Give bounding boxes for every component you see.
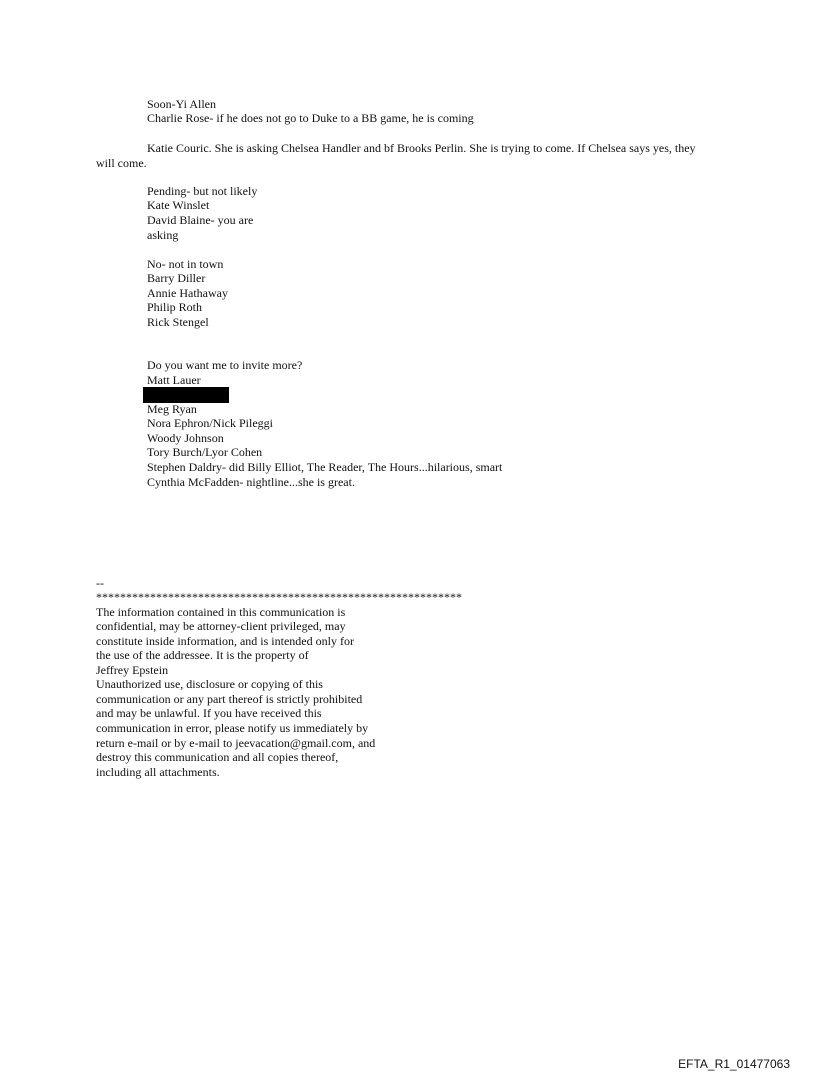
disclaimer-line: the use of the addressee. It is the property of — [96, 648, 309, 662]
disclaimer-line: Jeffrey Epstein — [96, 663, 169, 677]
pending-item: asking — [147, 228, 179, 242]
disclaimer-line: including all attachments. — [96, 765, 220, 779]
pending-item: Kate Winslet — [147, 198, 210, 212]
disclaimer-line: communication in error, please notify us immediately by — [96, 721, 369, 735]
document-id: EFTA_R1_01477063 — [678, 1057, 790, 1071]
signature-dashes: -- — [96, 576, 104, 590]
disclaimer-line: and may be unlawful. If you have received this — [96, 706, 322, 720]
signature-stars: ************************************************************* — [96, 590, 462, 604]
no-group-item: Rick Stengel — [147, 315, 209, 329]
disclaimer-line: destroy this communication and all copies thereof, — [96, 750, 339, 764]
pending-item: David Blaine- you are — [147, 213, 254, 227]
disclaimer-line: Unauthorized use, disclosure or copying of this — [96, 677, 323, 691]
disclaimer-line: return e-mail or by e-mail to jeevacation@gmail.com, and — [96, 736, 376, 750]
no-group-item: Philip Roth — [147, 300, 203, 314]
invite-item: Woody Johnson — [147, 431, 224, 445]
pending-heading: Pending- but not likely — [147, 184, 258, 198]
guest-line: Charlie Rose- if he does not go to Duke to a BB game, he is coming — [147, 111, 474, 125]
disclaimer-line: constitute inside information, and is intended only for — [96, 634, 354, 648]
invite-heading: Do you want me to invite more? — [147, 358, 303, 372]
no-group-item: Barry Diller — [147, 271, 206, 285]
invite-item: Tory Burch/Lyor Cohen — [147, 445, 263, 459]
katie-couric-paragraph: Katie Couric. She is asking Chelsea Handler and bf Brooks Perlin. She is trying to come. If Chelsea says yes, they will come. — [96, 141, 696, 170]
invite-item: Cynthia McFadden- nightline...she is great. — [147, 475, 355, 489]
invite-item: Meg Ryan — [147, 402, 197, 416]
invite-item: Matt Lauer — [147, 373, 201, 387]
redaction-bar — [143, 387, 229, 403]
guest-line: Soon-Yi Allen — [147, 97, 217, 111]
no-group-item: Annie Hathaway — [147, 286, 228, 300]
disclaimer-line: The information contained in this communication is — [96, 605, 346, 619]
no-group-heading: No- not in town — [147, 257, 224, 271]
disclaimer-line: communication or any part thereof is strictly prohibited — [96, 692, 363, 706]
invite-item: Nora Ephron/Nick Pileggi — [147, 416, 273, 430]
invite-item: Stephen Daldry- did Billy Elliot, The Reader, The Hours...hilarious, smart — [147, 460, 503, 474]
disclaimer-line: confidential, may be attorney-client privileged, may — [96, 619, 346, 633]
